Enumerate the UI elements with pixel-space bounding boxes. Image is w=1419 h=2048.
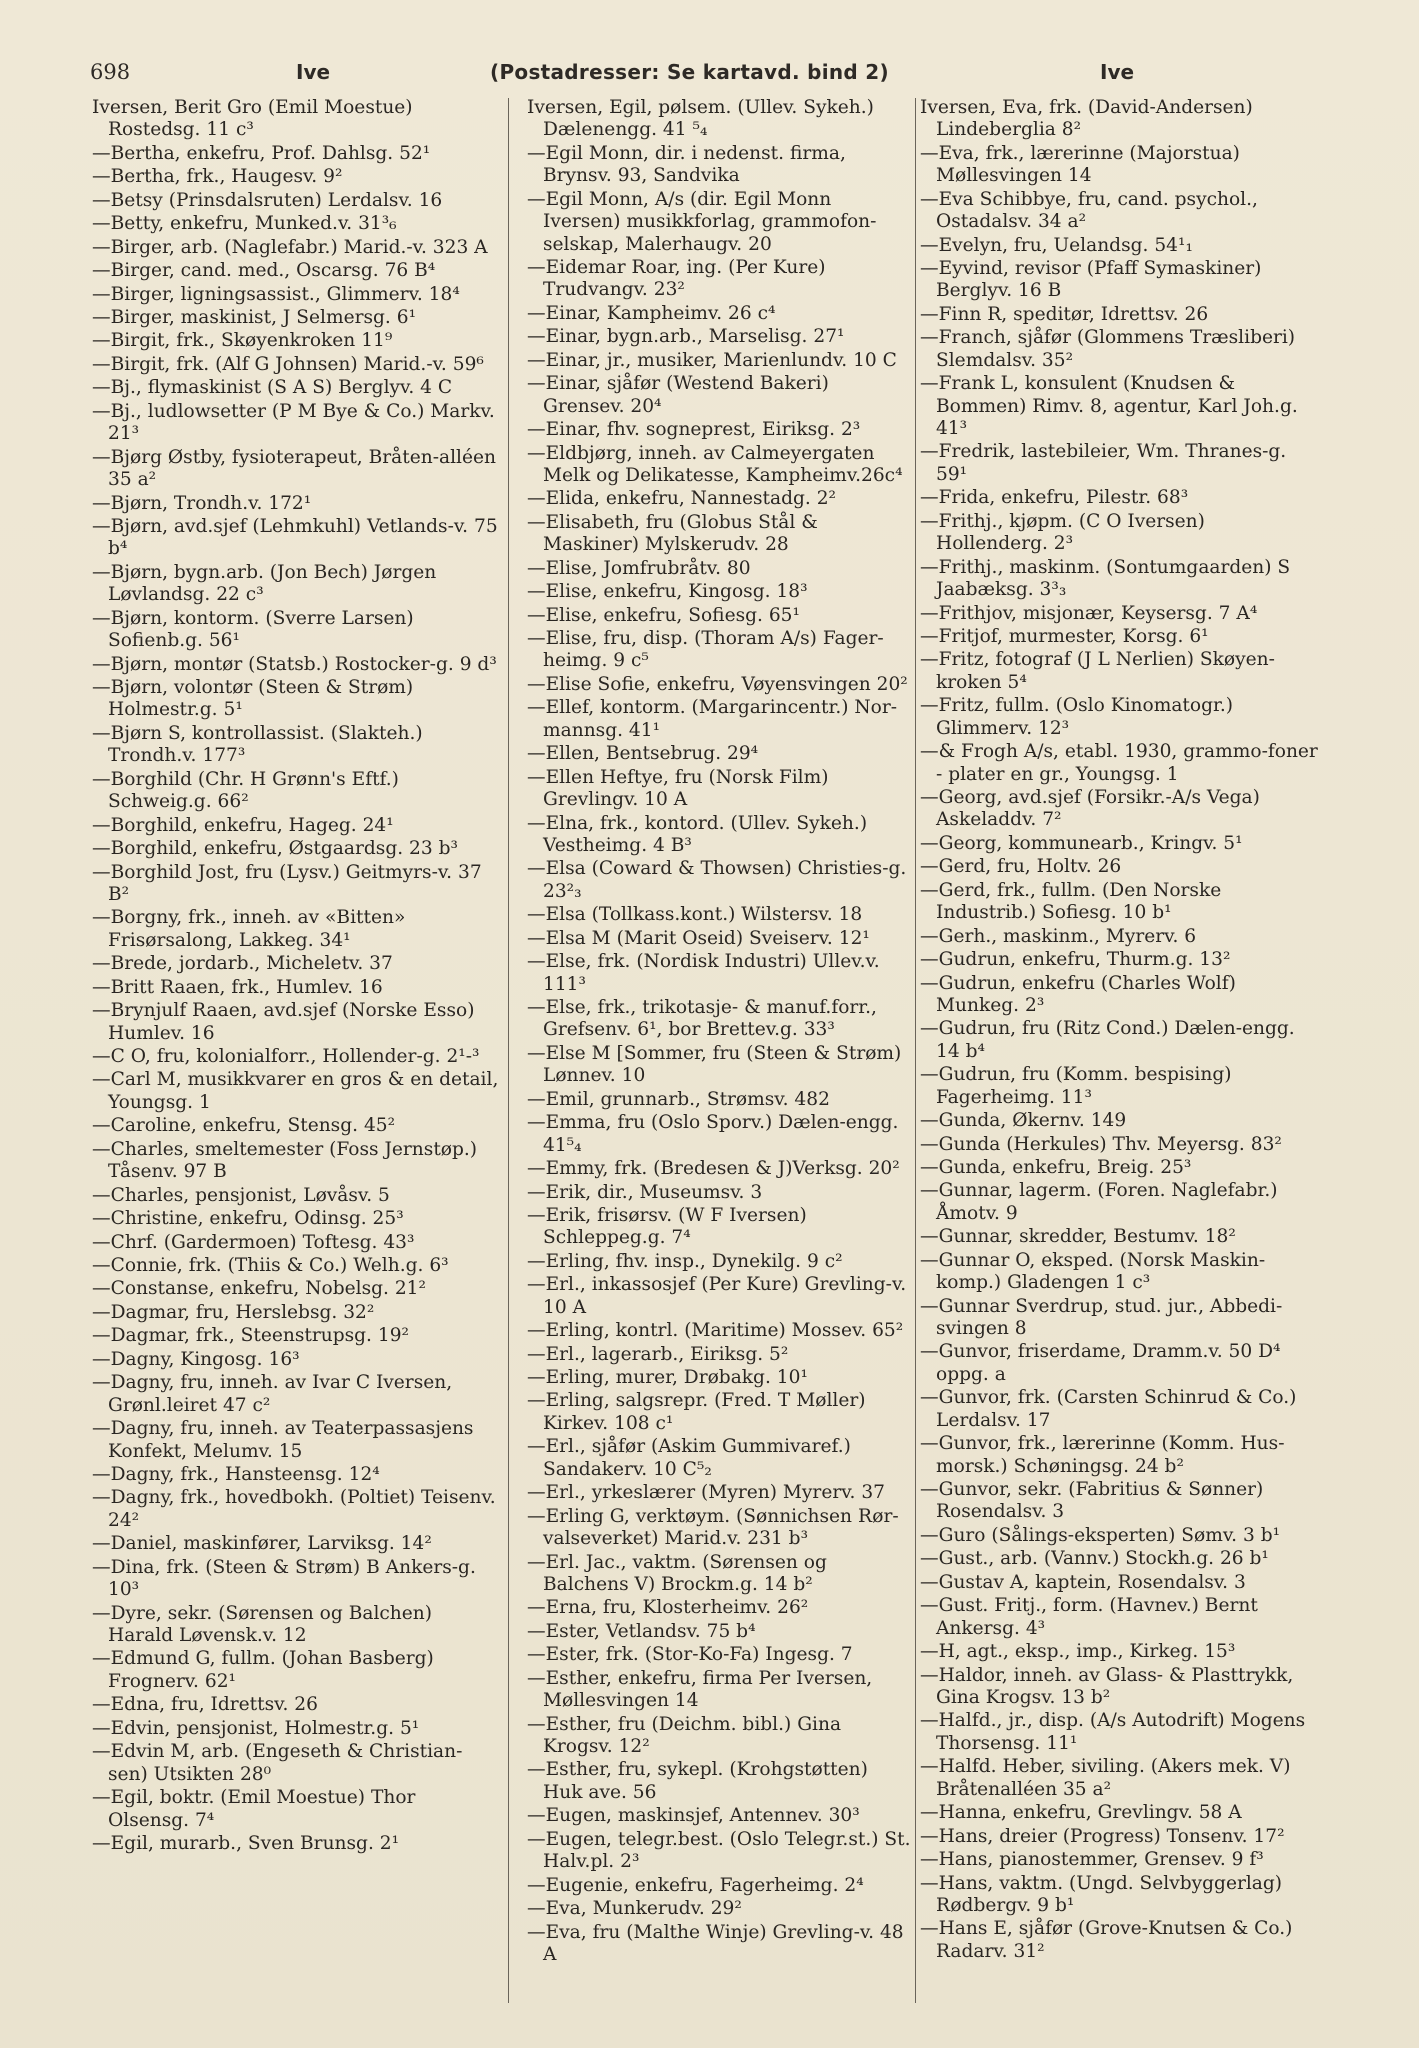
directory-entry: —Borghild (Chr. H Grønn's Eftf.) Schweig.g. 66²: [92, 768, 399, 813]
directory-entry: —Bjørn, kontorm. (Sverre Larsen) Sofienb.g. 56¹: [92, 607, 414, 652]
directory-entry: —Gunvor, friserdame, Dramm.v. 50 D⁴ oppg. a: [920, 1341, 1281, 1385]
directory-entry: —Einar, sjåfør (Westend Bakeri) Grensev. 20⁴: [527, 373, 829, 417]
directory-entry: —Elsa (Coward & Thowsen) Christies-g. 23²₃: [527, 858, 907, 902]
directory-entry: —Edvin M, arb. (Engeseth & Christian-sen) Utsikten 28⁰: [92, 1741, 463, 1785]
directory-entry: —Georg, kommunearb., Kringv. 5¹: [920, 832, 1243, 854]
column-divider: [508, 98, 509, 2003]
directory-entry: —Gerd, fru, Holtv. 26: [920, 856, 1122, 878]
directory-entry: —Hans E, sjåfør (Grove-Knutsen & Co.) Radarv. 31²: [920, 1918, 1293, 1962]
header-left-word: Ive: [296, 60, 331, 84]
directory-entry: —Bjørn, volontør (Steen & Strøm) Holmestr.g. 5¹: [92, 677, 414, 721]
directory-entry: —Ellen Heftye, fru (Norsk Film) Grevlingv. 10 A: [527, 766, 829, 811]
directory-entry: —Erl., yrkeslærer (Myren) Myrerv. 37: [527, 1482, 885, 1504]
directory-entry: —Gerd, frk., fullm. (Den Norske Industrib.) Sofiesg. 10 b¹: [920, 879, 1222, 924]
column-divider: [915, 98, 916, 2003]
directory-entry: —Elise, Jomfrubråtv. 80: [527, 557, 751, 579]
directory-entry: —Einar, fhv. sogneprest, Eiriksg. 2³: [527, 419, 861, 441]
directory-entry: —Eidemar Roar, ing. (Per Kure) Trudvangv. 23²: [527, 256, 826, 301]
directory-entry: —Caroline, enkefru, Stensg. 45²: [92, 1115, 396, 1137]
directory-entry: —Gunnar, skredder, Bestumv. 18²: [920, 1226, 1236, 1248]
directory-entry: —Erna, fru, Klosterheimv. 26²: [527, 1597, 809, 1619]
directory-entry: —Eva, Munkerudv. 29²: [527, 1898, 742, 1920]
directory-entry: —Birger, maskinist, J Selmersg. 6¹: [92, 307, 417, 329]
directory-entry: —Gust. Fritj., form. (Havnev.) Bernt Ankersg. 4³: [920, 1595, 1258, 1639]
directory-entry: —Egil Monn, dir. i nedenst. firma, Brynsv. 93, Sandvika: [527, 142, 846, 187]
directory-entry: —Gudrun, fru (Komm. bespising) Fagerheimg. 11³: [920, 1064, 1232, 1108]
directory-entry: —Birgit, frk. (Alf G Johnsen) Marid.-v. 59⁶: [92, 353, 484, 375]
directory-entry: —Erik, dir., Museumsv. 3: [527, 1181, 763, 1203]
directory-entry: —Erl., inkassosjef (Per Kure) Grevling-v. 10 A: [527, 1274, 907, 1318]
directory-entry: —Elise Sofie, enkefru, Vøyensvingen 20²: [527, 673, 908, 695]
directory-entry: —Erling, murer, Drøbakg. 10¹: [527, 1367, 808, 1389]
directory-entry: —Emma, fru (Oslo Sporv.) Dælen-engg. 41⁵₄: [527, 1112, 899, 1156]
directory-entry: —Birger, ligningsassist., Glimmerv. 18⁴: [92, 283, 460, 305]
directory-entry: —Esther, enkefru, firma Per Iversen, Møllesvingen 14: [527, 1667, 873, 1712]
directory-entry: —Ester, Vetlandsv. 75 b⁴: [527, 1620, 756, 1642]
directory-entry: —Halfd. Heber, siviling. (Akers mek. V) Bråtenalléen 35 a²: [920, 1756, 1291, 1800]
directory-entry: —Erling, salgsrepr. (Fred. T Møller) Kirkev. 108 c¹: [527, 1390, 866, 1434]
directory-entry: —Fredrik, lastebileier, Wm. Thranes-g. 59¹: [920, 441, 1287, 485]
directory-entry: —Erl., lagerarb., Eiriksg. 5²: [527, 1343, 789, 1365]
directory-entry: —Evelyn, fru, Uelandsg. 54¹₁: [920, 234, 1193, 256]
directory-entry: —Charles, pensjonist, Løvåsv. 5: [92, 1184, 390, 1206]
directory-entry: —Gudrun, enkefru (Charles Wolf) Munkeg. 2³: [920, 972, 1236, 1016]
page-header: [90, 56, 1370, 92]
directory-entry: —Dyre, sekr. (Sørensen og Balchen) Harald Løvensk.v. 12: [92, 1602, 433, 1647]
directory-entry: —Esther, fru, sykepl. (Krohgstøtten) Huk ave. 56: [527, 1759, 868, 1803]
directory-entry: —Elna, frk., kontord. (Ullev. Sykeh.) Vestheimg. 4 B³: [527, 812, 868, 856]
directory-entry: —Frank L, konsulent (Knudsen & Bommen) Rimv. 8, agentur, Karl Joh.g. 41³: [920, 373, 1298, 440]
directory-entry: —Dagny, frk., hovedbokh. (Poltiet) Teisenv. 24²: [92, 1487, 496, 1531]
directory-entry: —Else M [Sommer, fru (Steen & Strøm) Lønnev. 10: [527, 1042, 902, 1087]
directory-entry: —Finn R, speditør, Idrettsv. 26: [920, 303, 1209, 325]
column-3: [920, 97, 1318, 2017]
directory-entry: —Bjørn, Trondh.v. 172¹: [92, 492, 312, 514]
directory-entry: —Fritz, fotograf (J L Nerlien) Skøyen-kroken 5⁴: [920, 649, 1275, 693]
directory-entry: —Edmund G, fullm. (Johan Basberg) Frognerv. 62¹: [92, 1648, 434, 1692]
directory-entry: —Emmy, frk. (Bredesen & J)Verksg. 20²: [527, 1158, 900, 1180]
directory-entry: —Hanna, enkefru, Grevlingv. 58 A: [920, 1802, 1242, 1824]
directory-entry: —Dagny, fru, inneh. av Ivar C Iversen, Grønl.leiret 47 c²: [92, 1372, 453, 1416]
column-2: [527, 97, 913, 2017]
directory-entry: —Frida, enkefru, Pilestr. 68³: [920, 487, 1189, 509]
directory-entry: —Bj., ludlowsetter (P M Bye & Co.) Markv. 21³: [92, 400, 495, 445]
directory-entry: —Fritz, fullm. (Oslo Kinomatogr.) Glimmerv. 12³: [920, 695, 1234, 739]
directory-entry: —Gunvor, frk., lærerinne (Komm. Hus-morsk.) Schøningsg. 24 b²: [920, 1433, 1285, 1477]
directory-entry: —Bjørn, bygn.arb. (Jon Bech) Jørgen Løvlandsg. 22 c³: [92, 561, 437, 606]
directory-entry: Iversen, Berit Gro (Emil Moestue) Rostedsg. 11 c³: [92, 97, 413, 141]
directory-entry: —Frithjov, misjonær, Keysersg. 7 A⁴: [920, 602, 1258, 624]
directory-entry: —Edna, fru, Idrettsv. 26: [92, 1694, 318, 1716]
directory-entry: —Dagny, frk., Hansteensg. 12⁴: [92, 1463, 380, 1485]
directory-entry: —Bjørn, montør (Statsb.) Rostocker-g. 9 d³: [92, 653, 497, 675]
directory-entry: —Else, frk., trikotasje- & manuf.forr., Grefsenv. 6¹, bor Brettev.g. 33³: [527, 997, 877, 1041]
directory-entry: —Charles, smeltemester (Foss Jernstøp.) Tåsenv. 97 B: [92, 1138, 478, 1183]
directory-entry: —Gunda, Økernv. 149: [920, 1110, 1127, 1132]
directory-entry: —Constanse, enkefru, Nobelsg. 21²: [92, 1278, 426, 1300]
directory-entry: Iversen, Egil, pølsem. (Ullev. Sykeh.) Dælenengg. 41 ⁵₄: [527, 97, 874, 141]
directory-entry: —Else, frk. (Nordisk Industri) Ullev.v. 111³: [527, 951, 880, 995]
directory-entry: —Elisabeth, fru (Globus Stål & Maskiner) Mylskerudv. 28: [527, 511, 818, 556]
directory-entry: —Frithj., kjøpm. (C O Iversen) Hollenderg. 2³: [920, 510, 1205, 555]
directory-entry: —Birgit, frk., Skøyenkroken 11⁹: [92, 330, 393, 352]
directory-entry: —Elise, fru, disp. (Thoram A/s) Fager-heimg. 9 c⁵: [527, 628, 884, 672]
directory-entry: —Elise, enkefru, Kingosg. 18³: [527, 581, 808, 603]
directory-entry: —C O, fru, kolonialforr., Hollender-g. 2¹-³: [92, 1046, 480, 1068]
directory-entry: —Gunda (Herkules) Thv. Meyersg. 83²: [920, 1133, 1282, 1155]
directory-entry: —Ester, frk. (Stor-Ko-Fa) Ingesg. 7: [527, 1644, 853, 1666]
directory-entry: —Christine, enkefru, Odinsg. 25³: [92, 1208, 404, 1230]
directory-entry: —Britt Raaen, frk., Humlev. 16: [92, 976, 383, 998]
directory-entry: —Dagmar, frk., Steenstrupsg. 19²: [92, 1325, 409, 1347]
directory-entry: —Gudrun, fru (Ritz Cond.) Dælen-engg. 14 b⁴: [920, 1018, 1295, 1062]
header-center-note: (Postadresser: Se kartavd. bind 2): [490, 60, 889, 84]
directory-entry: —Hans, pianostemmer, Grensev. 9 f³: [920, 1849, 1264, 1871]
directory-entry: —Ellef, kontorm. (Margarincentr.) Nor-mannsg. 41¹: [527, 697, 898, 741]
directory-entry: —Dina, frk. (Steen & Strøm) B Ankers-g. 10³: [92, 1556, 476, 1601]
directory-entry: —Gunda, enkefru, Breig. 25³: [920, 1157, 1192, 1178]
directory-entry: —Bertha, frk., Haugesv. 9²: [92, 166, 343, 188]
directory-entry: —Eugen, maskinsjef, Antennev. 30³: [527, 1805, 860, 1827]
directory-entry: —Gust., arb. (Vannv.) Stockh.g. 26 b¹: [920, 1548, 1269, 1570]
directory-entry: —Eugenie, enkefru, Fagerheimg. 2⁴: [527, 1874, 864, 1896]
directory-entry: —Fritjof, murmester, Korsg. 6¹: [920, 625, 1209, 647]
directory-entry: —Eyvind, revisor (Pfaff Symaskiner) Berglyv. 16 B: [920, 258, 1262, 302]
directory-entry: —Elsa M (Marit Oseid) Sveiserv. 12¹: [527, 927, 870, 949]
directory-entry: —Esther, fru (Deichm. bibl.) Gina Krogsv. 12²: [527, 1713, 842, 1757]
directory-entry: —Birger, cand. med., Oscarsg. 76 B⁴: [92, 260, 436, 282]
directory-entry: —Gerh., maskinm., Myrerv. 6: [920, 925, 1197, 947]
directory-entry: —Connie, frk. (Thiis & Co.) Welh.g. 6³: [92, 1255, 449, 1276]
directory-entry: —Gunvor, sekr. (Fabritius & Sønner) Rosendalsv. 3: [920, 1479, 1264, 1523]
directory-entry: —Eldbjørg, inneh. av Calmeyergaten Melk og Delikatesse, Kampheimv.26c⁴: [527, 442, 903, 486]
directory-entry: —Bertha, enkefru, Prof. Dahlsg. 52¹: [92, 142, 431, 164]
directory-entry: —Hans, dreier (Progress) Tonsenv. 17²: [920, 1825, 1285, 1847]
directory-entry: —Gudrun, enkefru, Thurm.g. 13²: [920, 949, 1231, 971]
directory-entry: —Einar, bygn.arb., Marselisg. 27¹: [527, 326, 845, 348]
directory-entry: —Borghild Jost, fru (Lysv.) Geitmyrs-v. 37 B²: [92, 861, 482, 905]
directory-entry: —Birger, arb. (Naglefabr.) Marid.-v. 323 A: [92, 236, 488, 258]
directory-entry: —Eva, frk., lærerinne (Majorstua) Møllesvingen 14: [920, 142, 1240, 187]
header-right-word: Ive: [1100, 60, 1135, 84]
directory-entry: —Gustav A, kaptein, Rosendalsv. 3: [920, 1571, 1246, 1593]
directory-entry: —Borghild, enkefru, Østgaardsg. 23 b³: [92, 838, 458, 860]
column-1: [92, 97, 500, 2017]
directory-entry: —Erling G, verktøym. (Sønnichsen Rør-valseverket) Marid.v. 231 b³: [527, 1505, 899, 1550]
directory-entry: —Eva Schibbye, fru, cand. psychol., Ostadalsv. 34 a²: [920, 188, 1258, 233]
directory-entry: —Edvin, pensjonist, Holmestr.g. 5¹: [92, 1717, 420, 1739]
directory-entry: —H, agt., eksp., imp., Kirkeg. 15³: [920, 1641, 1236, 1663]
directory-entry: —Egil Monn, A/s (dir. Egil Monn Iversen) musikkforlag, grammofon-selskap, Malerhaugv. 20: [527, 188, 877, 255]
directory-entry: —Bjørn S, kontrollassist. (Slakteh.) Trondh.v. 177³: [92, 722, 423, 767]
directory-entry: —Dagny, Kingosg. 16³: [92, 1348, 300, 1370]
directory-entry: —Carl M, musikkvarer en gros & en detail, Youngsg. 1: [92, 1069, 499, 1113]
directory-entry: —Haldor, inneh. av Glass- & Plasttrykk, Gina Krogsv. 13 b²: [920, 1664, 1294, 1708]
directory-entry: —Gunnar Sverdrup, stud. jur., Abbedi-svingen 8: [920, 1295, 1283, 1340]
directory-entry: —Bjørn, avd.sjef (Lehmkuhl) Vetlands-v. 75 b⁴: [92, 516, 498, 560]
directory-entry: —Bjørg Østby, fysioterapeut, Bråten-alléen 35 a²: [92, 446, 496, 491]
directory-entry: —Frithj., maskinm. (Sontumgaarden) S Jaabæksg. 3³₃: [920, 556, 1291, 601]
directory-entry: —Betty, enkefru, Munked.v. 31³₆: [92, 213, 397, 235]
directory-entry: —Eva, fru (Malthe Winje) Grevling-v. 48 A: [527, 1921, 904, 1965]
directory-entry: —Elise, enkefru, Sofiesg. 65¹: [527, 604, 800, 626]
directory-entry: —Halfd., jr., disp. (A/s Autodrift) Mogens Thorsensg. 11¹: [920, 1710, 1306, 1754]
directory-entry: —Brynjulf Raaen, avd.sjef (Norske Esso) Humlev. 16: [92, 1000, 475, 1044]
directory-entry: —Borgny, frk., inneh. av «Bitten» Frisørsalong, Lakkeg. 34¹: [92, 907, 406, 951]
directory-entry: —Georg, avd.sjef (Forsikr.-A/s Vega) Askeladdv. 7²: [920, 786, 1260, 831]
directory-entry: —Franch, sjåfør (Glommens Træsliberi) Slemdalsv. 35²: [920, 327, 1296, 371]
directory-entry: —Einar, Kampheimv. 26 c⁴: [527, 302, 776, 324]
directory-entry: —Erl., sjåfør (Askim Gummivaref.) Sandakerv. 10 C⁵₂: [527, 1436, 851, 1480]
directory-entry: —Erling, kontrl. (Maritime) Mossev. 65²: [527, 1320, 904, 1342]
directory-entry: —Erik, frisørsv. (W F Iversen) Schleppeg.g. 7⁴: [527, 1204, 807, 1249]
directory-entry: —Dagmar, fru, Herslebsg. 32²: [92, 1301, 375, 1323]
directory-entry: —Elida, enkefru, Nannestadg. 2²: [527, 488, 837, 510]
directory-entry: —Ellen, Bentsebrug. 29⁴: [527, 743, 759, 765]
directory-entry: —Emil, grunnarb., Strømsv. 482: [527, 1088, 830, 1110]
directory-entry: —Gunnar O, eksped. (Norsk Maskin-komp.) Gladengen 1 c³: [920, 1249, 1266, 1294]
directory-entry: —Gunvor, frk. (Carsten Schinrud & Co.) Lerdalsv. 17: [920, 1387, 1297, 1431]
directory-entry: —Betsy (Prinsdalsruten) Lerdalsv. 16: [92, 189, 443, 211]
directory-entry: Iversen, Eva, frk. (David-Andersen) Lindeberglia 8²: [920, 97, 1253, 141]
directory-entry: —Guro (Sålings-eksperten) Sømv. 3 b¹: [920, 1524, 1281, 1546]
directory-entry: —Erl. Jac., vaktm. (Sørensen og Balchens V) Brockm.g. 14 b²: [527, 1551, 827, 1595]
directory-entry: —Elsa (Tollkass.kont.) Wilstersv. 18: [527, 904, 863, 926]
directory-entry: —Egil, boktr. (Emil Moestue) Thor Olsensg. 7⁴: [92, 1787, 416, 1831]
directory-entry: —Dagny, fru, inneh. av Teaterpassasjens Konfekt, Melumv. 15: [92, 1418, 474, 1462]
directory-entry: —Borghild, enkefru, Hageg. 24¹: [92, 814, 394, 836]
page-number: 698: [90, 60, 131, 84]
directory-entry: —Erling, fhv. insp., Dynekilg. 9 c²: [527, 1250, 843, 1272]
directory-entry: —Brede, jordarb., Micheletv. 37: [92, 953, 393, 975]
directory-entry: —Einar, jr., musiker, Marienlundv. 10 C: [527, 349, 897, 371]
directory-entry: —Hans, vaktm. (Ungd. Selvbyggerlag) Rødbergv. 9 b¹: [920, 1872, 1283, 1916]
directory-entry: —Gunnar, lagerm. (Foren. Naglefabr.) Åmotv. 9: [920, 1180, 1278, 1224]
directory-entry: —Daniel, maskinfører, Larviksg. 14²: [92, 1533, 432, 1555]
directory-entry: —Egil, murarb., Sven Brunsg. 2¹: [92, 1832, 400, 1854]
directory-entry: —Chrf. (Gardermoen) Toftesg. 43³: [92, 1231, 415, 1253]
directory-entry: —Bj., flymaskinist (S A S) Berglyv. 4 C: [92, 377, 453, 399]
directory-entry: —Eugen, telegr.best. (Oslo Telegr.st.) St. Halv.pl. 2³: [527, 1828, 911, 1873]
directory-entry: —& Frogh A/s, etabl. 1930, grammo-foner - plater en gr., Youngsg. 1: [920, 741, 1318, 785]
